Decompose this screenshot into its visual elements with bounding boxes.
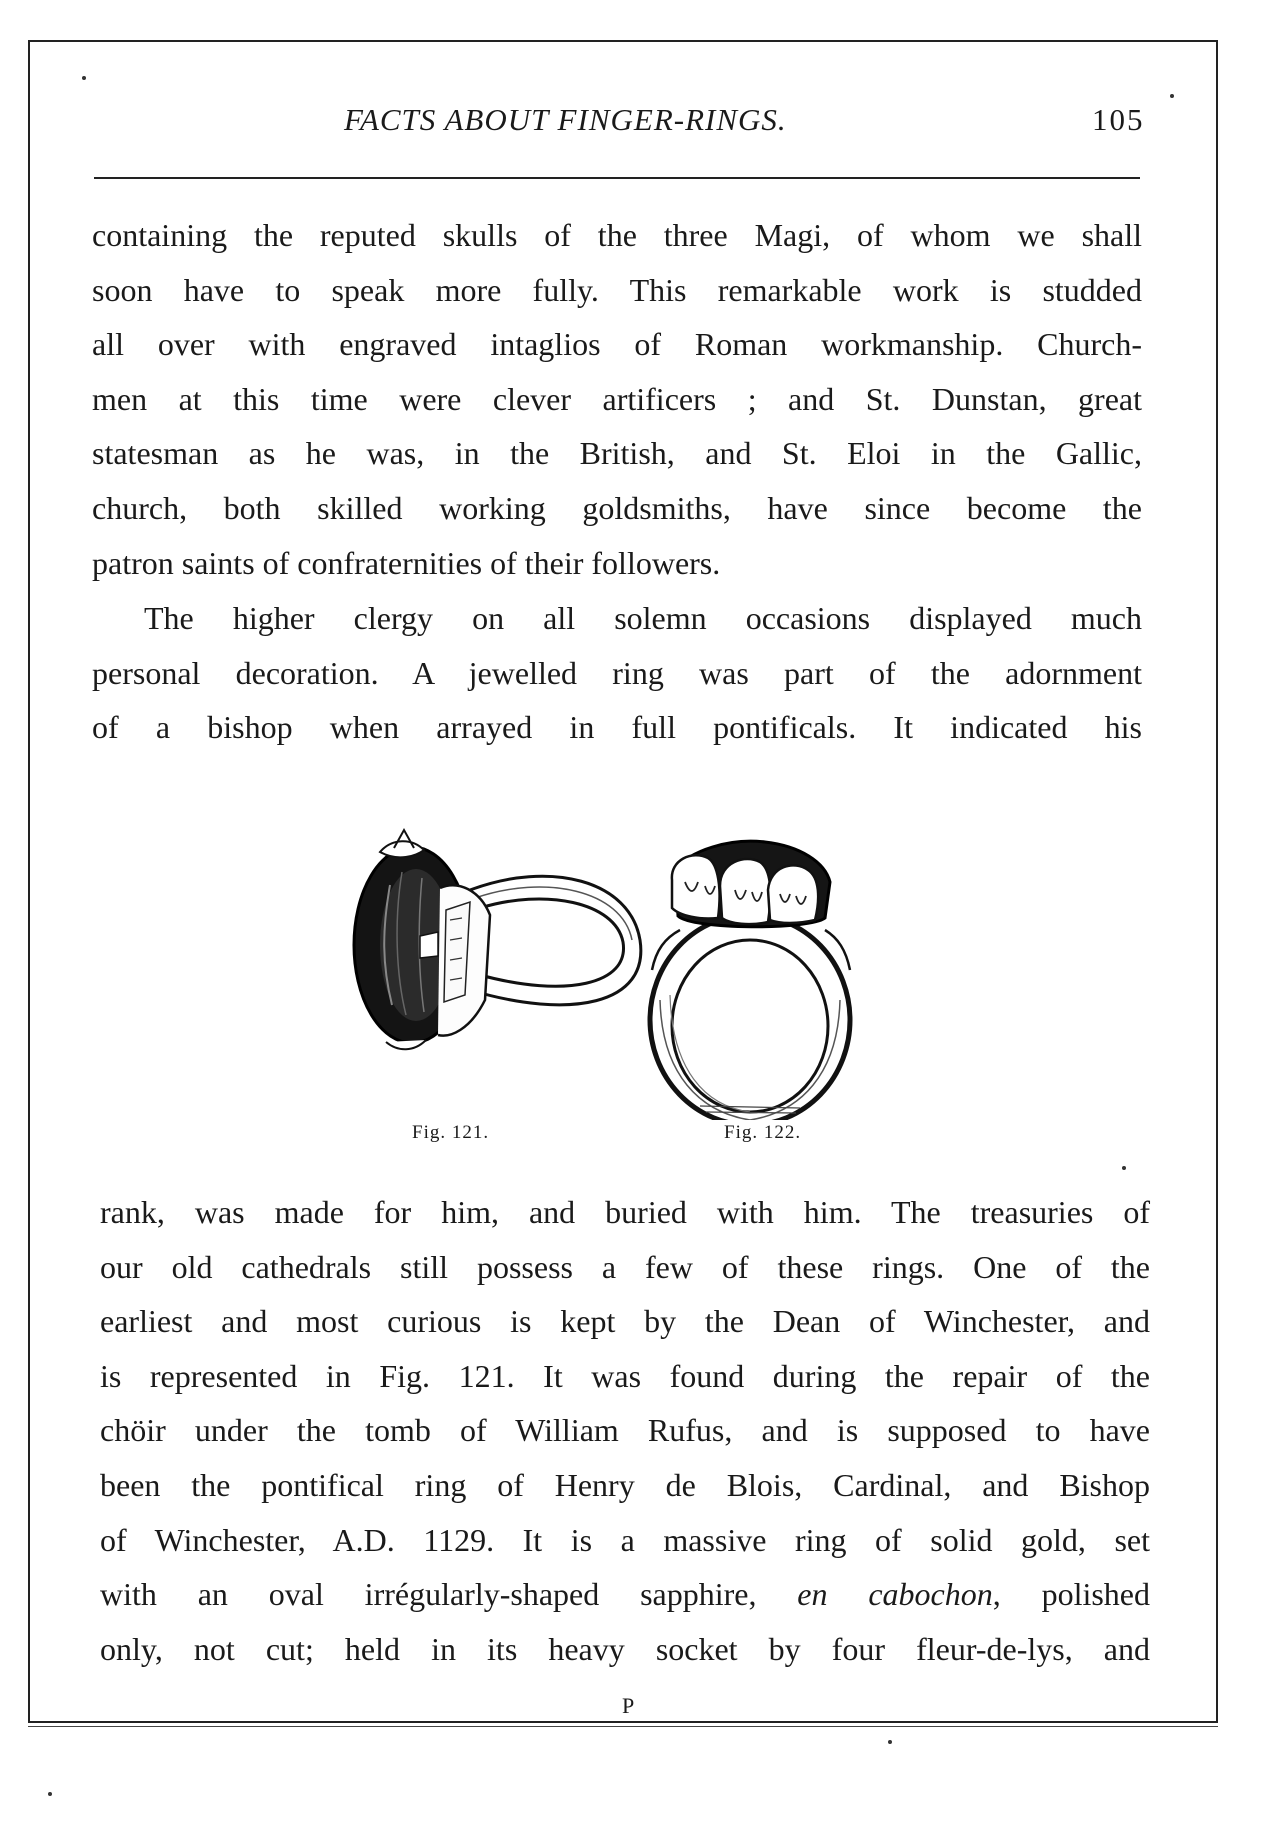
page-number: 105 (1092, 102, 1145, 137)
ring-illustrations (320, 790, 940, 1120)
header-rule (94, 177, 1140, 179)
text-line: earliest and most curious is kept by the Dean of Winchester, and (100, 1303, 1150, 1340)
paper-speck (1170, 94, 1174, 98)
signature-mark: P (622, 1693, 635, 1718)
text-line: The higher clergy on all solemn occasions displayed much (144, 600, 1142, 636)
paragraph-3 (100, 1185, 1150, 1676)
text-line: patron saints of confraternities of their followers. (92, 544, 721, 581)
text-line: personal decoration. A jewelled ring was part of the adornment (92, 654, 1142, 691)
paper-speck (82, 76, 86, 80)
text-line: of a bishop when arrayed in full pontificals. It indicated his (92, 709, 1142, 746)
italic-phrase: en cabochon (797, 1576, 993, 1613)
paragraph-1 (92, 208, 1142, 590)
paper-speck (888, 1740, 892, 1744)
text-line: church, both skilled working goldsmiths, have since become the (92, 489, 1142, 526)
paragraph-2 (92, 591, 1142, 755)
text-segment: , polished (992, 1576, 1150, 1613)
text-line: chöir under the tomb of William Rufus, and is supposed to have (100, 1412, 1150, 1449)
ring-figures (320, 790, 940, 1120)
figure-121-caption: Fig. 121. (412, 1122, 490, 1143)
text-line: been the pontifical ring of Henry de Blois, Cardinal, and Bishop (100, 1466, 1150, 1503)
running-title: FACTS ABOUT FINGER-RINGS. (344, 102, 787, 137)
frame-bottom-rule (28, 1726, 1218, 1727)
figure-122-caption: Fig. 122. (724, 1122, 802, 1143)
paper-speck (1122, 1166, 1126, 1170)
text-line: only, not cut; held in its heavy socket by four fleur-de-lys, and (100, 1630, 1150, 1667)
paper-speck (48, 1792, 52, 1796)
text-line: of Winchester, A.D. 1129. It is a massive ring of solid gold, set (100, 1521, 1150, 1558)
text-line: rank, was made for him, and buried with him. The treasuries of (100, 1194, 1150, 1230)
text-line: is represented in Fig. 121. It was found during the repair of the (100, 1357, 1150, 1394)
text-line: containing the reputed skulls of the three Magi, of whom we shall (92, 217, 1142, 253)
text-line: statesman as he was, in the British, and St. Eloi in the Gallic, (92, 435, 1142, 472)
text-line: soon have to speak more fully. This remarkable work is studded (92, 271, 1142, 308)
ring-with-fleur-setting-illustration (650, 841, 850, 1120)
text-line-mixed (100, 1567, 1150, 1622)
text-line: all over with engraved intaglios of Roman workmanship. Church- (92, 326, 1142, 363)
text-segment: with an oval irrégularly-shaped sapphire, (100, 1576, 798, 1613)
bishop-ring-sapphire-illustration (354, 830, 641, 1049)
text-line: men at this time were clever artificers ; and St. Dunstan, great (92, 380, 1142, 417)
text-line: our old cathedrals still possess a few of these rings. One of the (100, 1248, 1150, 1285)
